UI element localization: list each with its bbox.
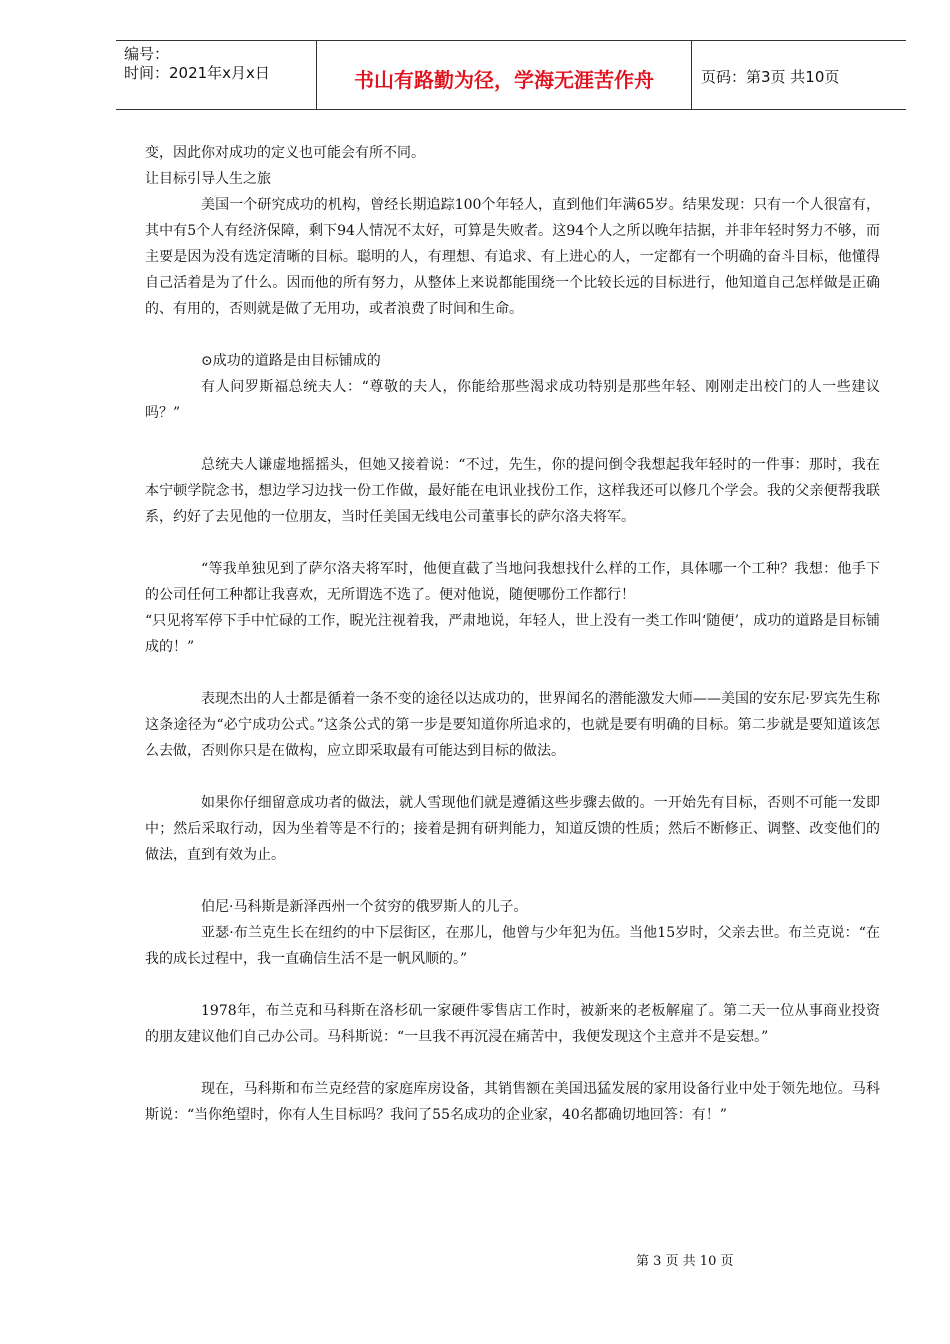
spacer [145, 868, 880, 894]
doc-time-label: 时间：2021年x月x日 [124, 64, 270, 82]
paragraph-now: 现在，马科斯和布兰克经营的家庭库房设备，其销售额在美国迅猛发展的家用设备行业中处于领先地位。马科斯说：“当你绝望时，你有人生目标吗？我问了55名成功的企业家，40名都确切地回答：有！” [145, 1081, 880, 1123]
paragraph-research: 美国一个研究成功的机构，曾经长期追踪100个年轻人，直到他们年满65岁。结果发现：只有一个人很富有，其中有5个人有经济保障，剩下94人情况不太好，可算是失败者。这94个人之所以晚年拮据，并非年轻时努力不够，而主要是因为没有选定清晰的目标。聪明的人，有理想、有追求、有上进心的人，一定都有一个明确的奋斗目标，他懂得自己活着是为了什么。因而他的所有努力，从整体上来说都能围绕一个比较长远的目标进行，他知道自己怎样做是正确的、有用的，否则就是做了无用功，或者浪费了时间和生命。 [145, 197, 880, 317]
paragraph-1978: 1978年，布兰克和马科斯在洛杉矶一家硬件零售店工作时，被新来的老板解雇了。第二天一位从事商业投资的朋友建议他们自己办公司。马科斯说：“一旦我不再沉浸在痛苦中，我便发现这个主意并不是妄想。” [145, 1003, 880, 1045]
paragraph-blank: 亚瑟·布兰克生长在纽约的中下层街区，在那儿，他曾与少年犯为伍。当他15岁时，父亲去世。布兰克说：“在我的成长过程中，我一直确信生活不是一帆风顺的。” [145, 925, 880, 967]
page-header [116, 40, 906, 110]
paragraph-steps: 如果你仔细留意成功者的做法，就人雪现他们就是遵循这些步骤去做的。一开始先有目标，否则不可能一发即中；然后采取行动，因为坐着等是不行的；接着是拥有研判能力，知道反馈的性质；然后不断修正、调整、改变他们的做法，直到有效为止。 [145, 795, 880, 863]
header-page-info: 页码：第3页 共10页 [701, 68, 840, 86]
paragraph-formula: 表现杰出的人士都是循着一条不变的途径以达成功的，世界闻名的潜能激发大师——美国的安东尼·罗宾先生称这条途径为“必宁成功公式。”这条公式的第一步是要知道你所追求的，也就是要有明确的目标。第二步就是要知道该怎么去做，否则你只是在做构，应立即采取最有可能达到目标的做法。 [145, 691, 880, 759]
spacer [145, 764, 880, 790]
spacer [145, 972, 880, 998]
spacer [145, 426, 880, 452]
paragraph-continuation: 变，因此你对成功的定义也可能会有所不同。 [145, 145, 425, 161]
paragraph-general-meeting: “等我单独见到了萨尔洛夫将军时，他便直截了当地问我想找什么样的工作，具体哪一个工种？我想：他手下的公司任何工种都让我喜欢，无所谓选不选了。便对他说，随便哪份工作都行！ [145, 561, 880, 603]
paragraph-general-reply: “只见将军停下手中忙碌的工作，睨光注视着我，严肃地说，年轻人，世上没有一类工作叫‘随便’，成功的道路是目标铺成的！” [145, 613, 880, 655]
spacer [145, 1050, 880, 1076]
document-body [145, 140, 880, 1128]
paragraph-answer: 总统夫人谦虚地摇摇头，但她又接着说：“不过，先生，你的提问倒令我想起我年轻时的一件事：那时，我在本宁顿学院念书，想边学习边找一份工作做，最好能在电讯业找份工作，这样我还可以修几个学会。我的父亲便帮我联系，约好了去见他的一位朋友，当时任美国无线电公司董事长的萨尔洛夫将军。 [145, 457, 880, 525]
page-footer: 第 3 页 共 10 页 [636, 1254, 734, 1269]
section-heading-goal: 让目标引导人生之旅 [145, 171, 271, 187]
header-motto: 书山有路勤为径，学海无涯苦作舟 [354, 68, 654, 92]
doc-code-label: 编号： [124, 45, 170, 63]
header-page-cell [691, 41, 906, 109]
spacer [145, 660, 880, 686]
header-motto-cell [316, 41, 692, 109]
paragraph-marcus: 伯尼·马科斯是新泽西州一个贫穷的俄罗斯人的儿子。 [201, 899, 528, 915]
spacer [145, 322, 880, 348]
header-meta-cell [116, 41, 316, 109]
paragraph-question: 有人问罗斯福总统夫人：“尊敬的夫人，你能给那些渴求成功特别是那些年轻、刚刚走出校门的人一些建议吗？” [145, 379, 880, 421]
section-heading-road: ⊙成功的道路是由目标铺成的 [201, 353, 381, 369]
spacer [145, 530, 880, 556]
